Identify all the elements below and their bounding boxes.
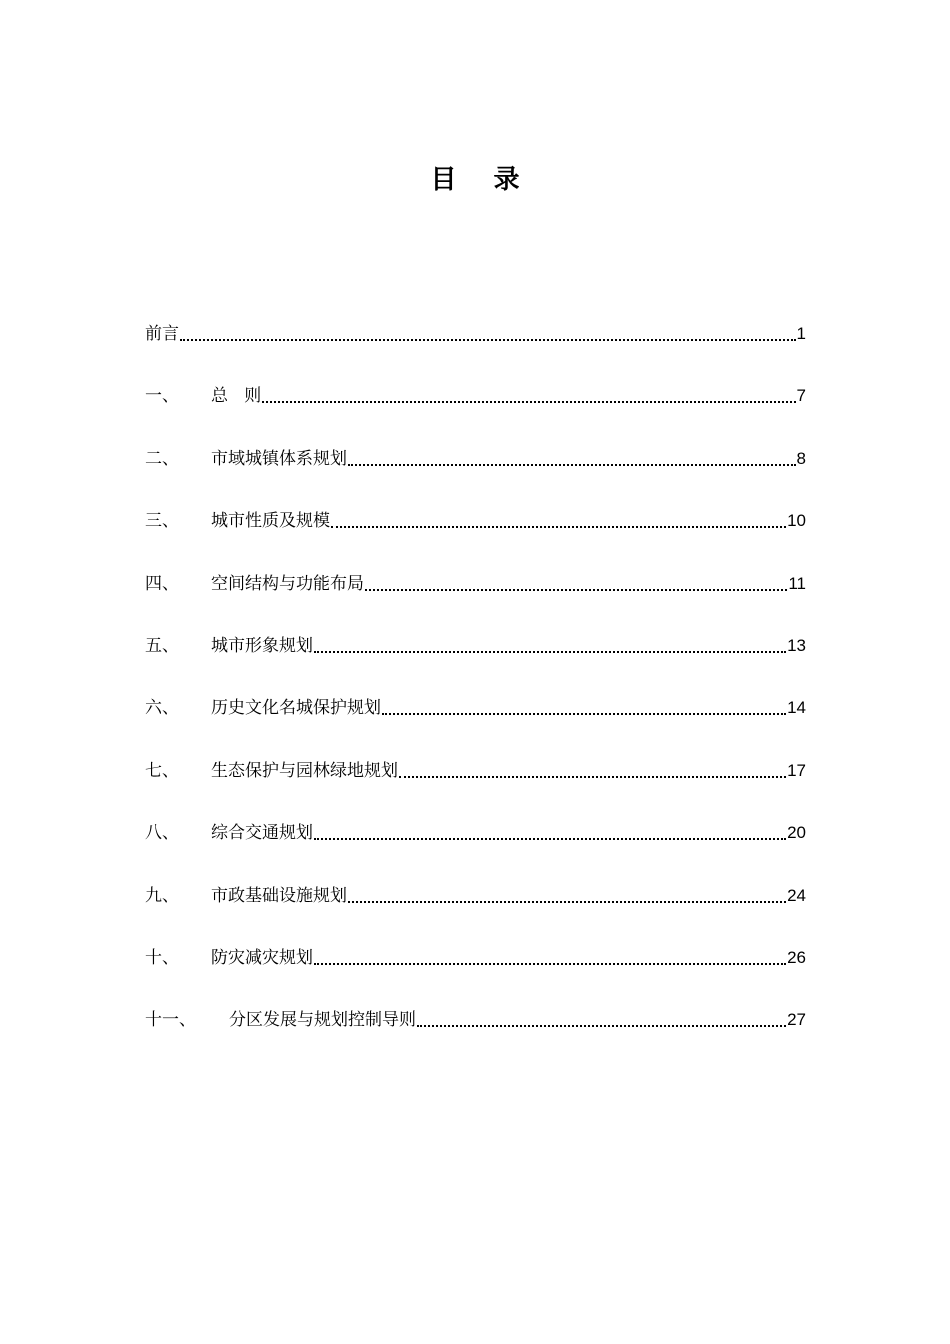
- toc-page-number: 7: [796, 386, 806, 406]
- toc-entry-4[interactable]: [145, 570, 806, 632]
- table-of-contents: [145, 320, 806, 1069]
- toc-page-number: 14: [787, 698, 806, 718]
- toc-entry-5[interactable]: [145, 632, 806, 694]
- toc-page-number: 17: [787, 760, 806, 780]
- toc-entry-label: 空间结构与功能布局: [211, 573, 364, 594]
- toc-entry-label: 历史文化名城保护规划: [211, 698, 381, 719]
- toc-entry-number: 九、: [145, 885, 179, 906]
- toc-page-number: 27: [787, 1010, 806, 1030]
- toc-entry-label: 分区发展与规划控制导则: [229, 1010, 416, 1031]
- toc-entry-label: 防灾减灾规划: [211, 947, 313, 968]
- toc-entry-2[interactable]: [145, 445, 806, 507]
- toc-page-number: 20: [787, 823, 806, 843]
- toc-entry-label: 市域城镇体系规划: [211, 448, 347, 469]
- toc-entry-label: 城市形象规划: [211, 635, 313, 656]
- toc-leader-dots: [348, 445, 796, 473]
- toc-entry-1[interactable]: [145, 382, 806, 444]
- toc-entry-number: 七、: [145, 760, 179, 781]
- toc-entry-label: 综合交通规划: [211, 823, 313, 844]
- toc-entry-number: 十一、: [145, 1010, 196, 1031]
- toc-entry-10[interactable]: [145, 944, 806, 1006]
- toc-entry-number: 三、: [145, 511, 179, 532]
- toc-entry-number: 五、: [145, 635, 179, 656]
- toc-entry-8[interactable]: [145, 819, 806, 881]
- toc-entry-11[interactable]: [145, 1006, 806, 1068]
- toc-leader-dots: [314, 632, 786, 660]
- toc-entry-number: 一、: [145, 386, 179, 407]
- toc-entry-label: 前言: [145, 324, 179, 344]
- toc-entry-preface[interactable]: [145, 320, 806, 382]
- toc-entry-label: 市政基础设施规划: [211, 885, 347, 906]
- toc-entry-number: 十、: [145, 947, 179, 968]
- toc-entry-number: 八、: [145, 823, 179, 844]
- toc-leader-dots: [314, 819, 786, 847]
- toc-page-number: 10: [787, 511, 806, 531]
- toc-page-number: 24: [787, 885, 806, 905]
- toc-leader-dots: [348, 882, 786, 910]
- toc-entry-3[interactable]: [145, 507, 806, 569]
- toc-entry-number: 四、: [145, 573, 179, 594]
- page-title: 目 录: [430, 165, 534, 195]
- toc-leader-dots: [399, 757, 786, 785]
- toc-entry-number: 六、: [145, 698, 179, 719]
- toc-leader-dots: [262, 382, 795, 410]
- toc-page-number: 13: [787, 635, 806, 655]
- toc-entry-9[interactable]: [145, 882, 806, 944]
- toc-entry-7[interactable]: [145, 757, 806, 819]
- toc-leader-dots: [331, 507, 786, 535]
- toc-leader-dots: [417, 1006, 786, 1034]
- toc-page-number: 8: [796, 448, 806, 468]
- toc-entry-label: 生态保护与园林绿地规划: [211, 760, 398, 781]
- toc-page-number: 11: [788, 573, 806, 593]
- toc-leader-dots: [365, 570, 787, 598]
- toc-entry-label: 总 则: [211, 386, 262, 407]
- toc-entry-6[interactable]: [145, 694, 806, 756]
- toc-leader-dots: [382, 694, 786, 722]
- toc-entry-label: 城市性质及规模: [211, 511, 330, 532]
- toc-leader-dots: [314, 944, 786, 972]
- toc-page-number: 26: [787, 947, 806, 967]
- toc-page-number: 1: [796, 324, 806, 343]
- toc-leader-dots: [180, 320, 796, 348]
- toc-entry-number: 二、: [145, 448, 179, 469]
